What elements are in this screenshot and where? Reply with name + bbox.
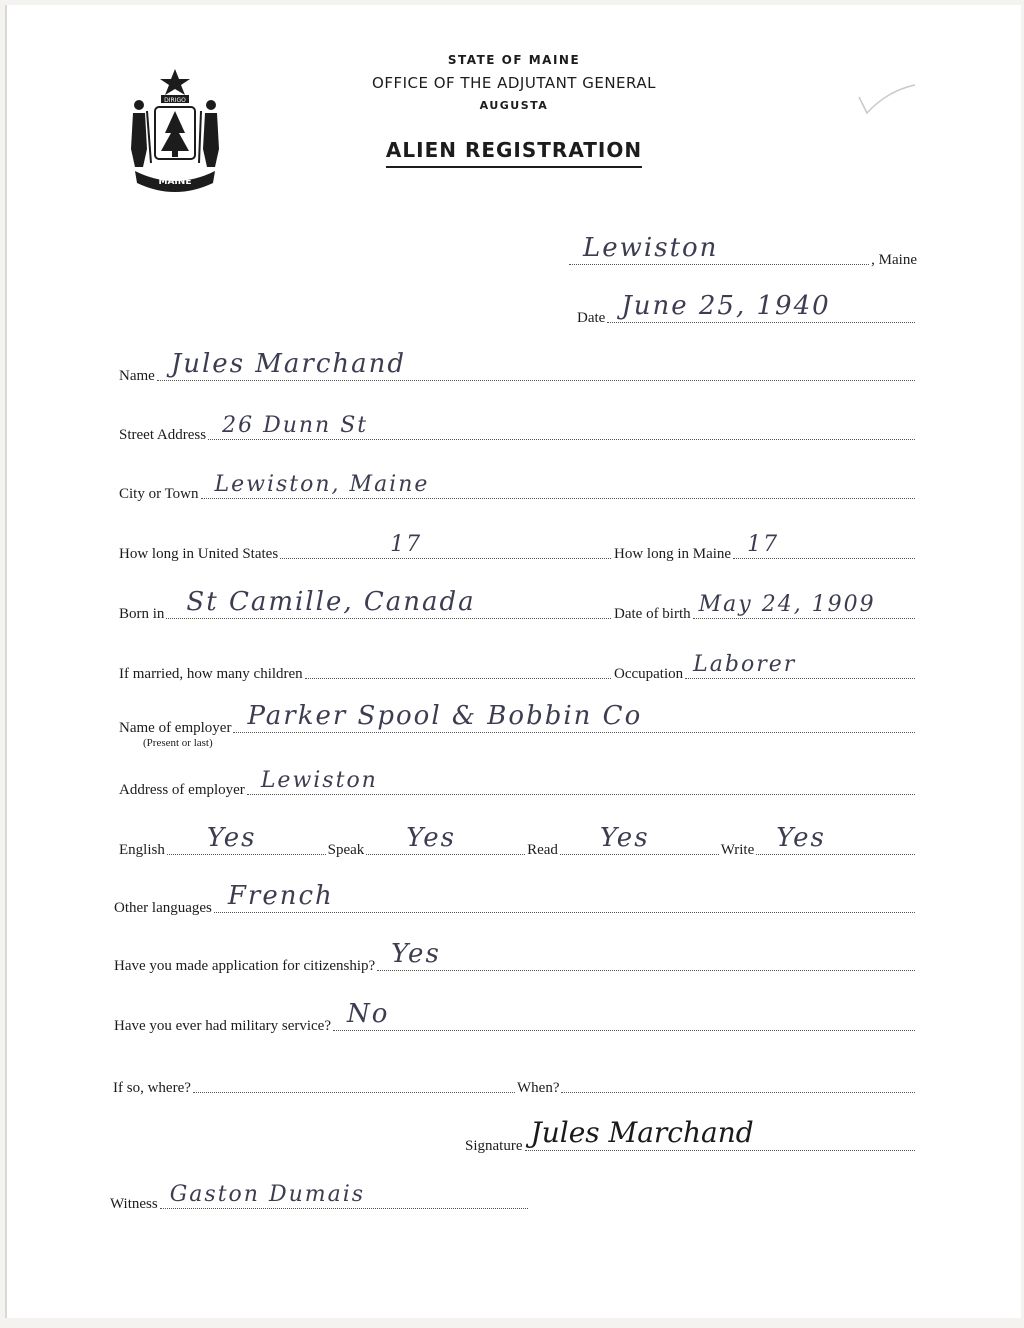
when-field[interactable] (561, 1068, 915, 1093)
speak-label: Speak (327, 842, 365, 858)
employer-name-sublabel: (Present or last) (143, 737, 213, 749)
where-label: If so, where? (113, 1080, 191, 1096)
english-label: English (119, 842, 165, 858)
read-value: Yes (599, 823, 650, 853)
employer-name-row (119, 701, 917, 751)
born-in-label: Born in (119, 606, 165, 622)
when-label: When? (517, 1080, 560, 1096)
signature-value: Jules Marchand (530, 1116, 754, 1149)
born-in-value: St Camille, Canada (186, 587, 476, 617)
citizenship-label: Have you made application for citizenship? (114, 958, 376, 974)
how-long-us-label: How long in United States (119, 546, 279, 562)
place-value: Lewiston (583, 233, 719, 263)
english-value: Yes (206, 823, 257, 853)
born-in-field[interactable] (166, 587, 611, 619)
date-of-birth-field[interactable] (693, 594, 915, 619)
witness-field[interactable] (160, 1184, 528, 1209)
how-long-maine-row (614, 532, 917, 563)
witness-label: Witness (110, 1196, 158, 1212)
military-row (114, 999, 917, 1035)
speak-field[interactable] (366, 823, 525, 855)
children-row (119, 659, 613, 683)
office-heading: OFFICE OF THE ADJUTANT GENERAL (372, 74, 656, 92)
name-value: Jules Marchand (170, 349, 407, 379)
children-label: If married, how many children (119, 666, 303, 682)
read-field[interactable] (560, 823, 719, 855)
other-languages-field[interactable] (214, 881, 915, 913)
street-address-row (119, 413, 917, 444)
date-label: Date (577, 310, 606, 326)
employer-name-value: Parker Spool & Bobbin Co (247, 701, 643, 731)
signature-row (465, 1116, 917, 1155)
employer-name-label: Name of employer (119, 720, 232, 736)
children-field[interactable] (305, 654, 611, 679)
military-label: Have you ever had military service? (114, 1018, 331, 1034)
write-field[interactable] (756, 823, 915, 855)
where-field[interactable] (193, 1068, 515, 1093)
place-field[interactable] (569, 233, 869, 265)
occupation-label: Occupation (614, 666, 684, 682)
how-long-us-value: 17 (390, 532, 423, 557)
signature-label: Signature (465, 1138, 523, 1154)
how-long-us-field[interactable] (280, 534, 611, 559)
street-address-value: 26 Dunn St (222, 413, 369, 438)
occupation-field[interactable] (685, 654, 915, 679)
witness-value: Gaston Dumais (169, 1182, 366, 1207)
occupation-value: Laborer (693, 652, 797, 677)
name-field[interactable] (157, 349, 915, 381)
how-long-us-row (119, 532, 613, 563)
place-row (567, 233, 917, 269)
how-long-maine-field[interactable] (733, 534, 915, 559)
employer-name-field[interactable] (233, 701, 915, 733)
military-field[interactable] (333, 999, 915, 1031)
how-long-maine-label: How long in Maine (614, 546, 732, 562)
city-heading: AUGUSTA (479, 99, 549, 112)
city-field[interactable] (201, 474, 915, 499)
how-long-maine-value: 17 (747, 532, 780, 557)
military-value: No (347, 999, 390, 1029)
city-row (119, 472, 917, 503)
employer-address-label: Address of employer (119, 782, 245, 798)
write-label: Write (720, 842, 755, 858)
signature-field[interactable] (525, 1116, 916, 1151)
other-languages-label: Other languages (114, 900, 212, 916)
citizenship-field[interactable] (377, 939, 915, 971)
city-label: City or Town (119, 486, 199, 502)
born-in-row (119, 587, 613, 623)
employer-name-label-group (119, 721, 231, 751)
write-value: Yes (776, 823, 826, 853)
occupation-row (614, 652, 917, 683)
seal-motto: DIRIGO (164, 97, 186, 104)
witness-row (110, 1182, 530, 1213)
language-row (119, 823, 917, 859)
date-of-birth-value: May 24, 1909 (698, 592, 876, 617)
citizenship-row (114, 939, 917, 975)
registration-form (5, 5, 1021, 1318)
english-field[interactable] (167, 823, 326, 855)
seal-banner: MAINE (158, 177, 192, 187)
date-row (577, 291, 917, 327)
name-label: Name (119, 368, 155, 384)
employer-address-field[interactable] (247, 770, 915, 795)
city-value: Lewiston, Maine (214, 472, 430, 497)
other-languages-row (114, 881, 917, 917)
form-title: ALIEN REGISTRATION (386, 138, 642, 168)
date-of-birth-label: Date of birth (614, 606, 691, 622)
date-of-birth-row (614, 592, 917, 623)
employer-address-row (119, 768, 917, 799)
street-address-field[interactable] (208, 415, 915, 440)
citizenship-value: Yes (391, 939, 441, 969)
street-address-label: Street Address (119, 427, 207, 443)
name-row (119, 349, 917, 385)
state-heading: STATE OF MAINE (447, 53, 581, 67)
speak-value: Yes (406, 823, 456, 853)
place-suffix: , Maine (871, 252, 917, 268)
check-mark-icon (857, 83, 917, 117)
where-row (113, 1073, 517, 1097)
read-label: Read (527, 842, 558, 858)
employer-address-value: Lewiston (260, 768, 378, 793)
other-languages-value: French (227, 881, 334, 911)
date-field[interactable] (607, 291, 915, 323)
date-value: June 25, 1940 (621, 291, 831, 321)
when-row (517, 1073, 917, 1097)
